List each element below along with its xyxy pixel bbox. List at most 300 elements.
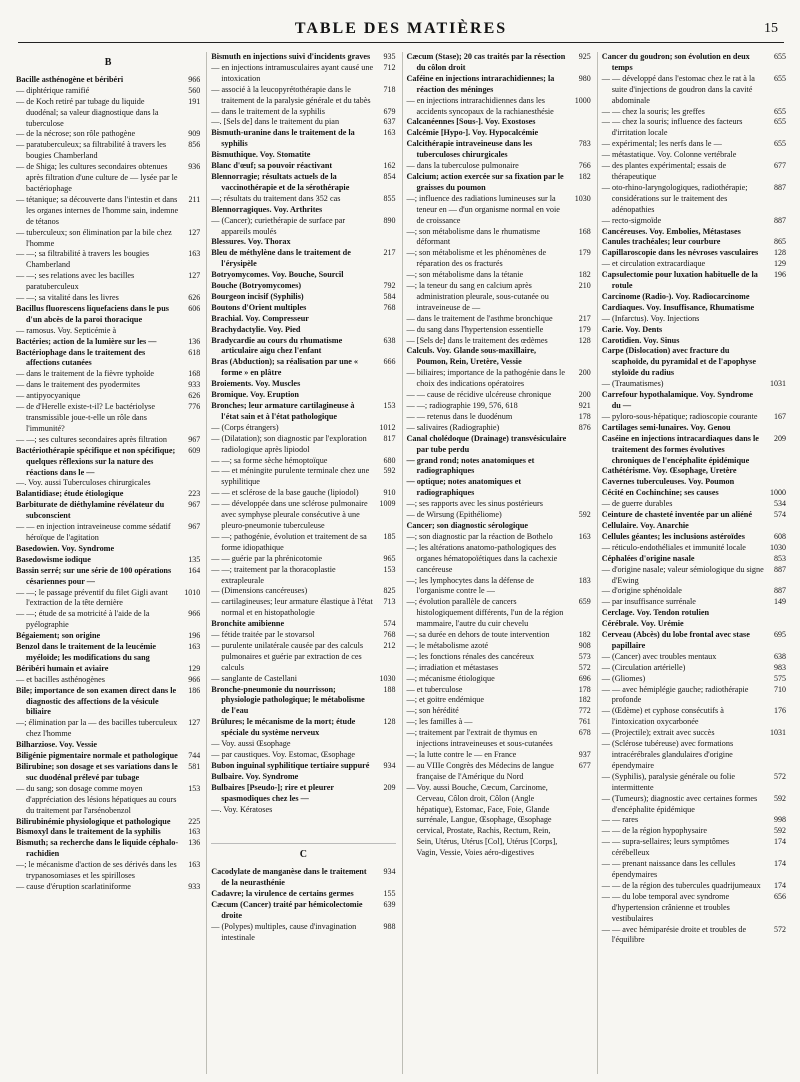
entry-page: 128: [774, 248, 786, 258]
index-entry: [602, 259, 786, 270]
entry-page: 934: [383, 867, 396, 877]
entry-page: 921: [578, 401, 591, 410]
index-entry: [407, 194, 591, 227]
entry-text: —; le métabolisme azoté: [406, 640, 489, 650]
entry-page: 163: [188, 249, 201, 259]
entry-page: 855: [383, 193, 396, 203]
entry-page: 200: [578, 368, 591, 378]
entry-text: Cerclage. Voy. Tendon rotulien: [601, 608, 710, 618]
index-entry: [211, 85, 395, 107]
index-entry: [16, 140, 200, 162]
entry-page: 209: [774, 433, 786, 443]
entry-text: —; son hérédité: [406, 706, 459, 716]
entry-page: 744: [188, 751, 201, 761]
entry-page: 182: [578, 171, 591, 181]
entry-text: Bulbaire. Voy. Syndrome: [211, 771, 299, 781]
entry-text: Brachydactylie. Voy. Pied: [211, 324, 301, 334]
index-entry: [407, 499, 591, 510]
entry-text: Bouche (Botryomycomes): [211, 281, 302, 291]
entry-text: —; la lutte contre le — en France: [406, 750, 517, 759]
entry-page: 179: [578, 324, 591, 334]
index-entry: [407, 128, 591, 139]
entry-page: 163: [383, 128, 396, 138]
entry-text: — —; ses relations avec les bacilles paratuberculeux: [16, 271, 135, 292]
index-entry: [16, 762, 200, 784]
index-entry: [407, 761, 591, 783]
entry-page: 127: [188, 718, 201, 728]
entry-text: — Voy. aussi Bouche, Cæcum, Carcinome, Cerveau, Côlon droit, Côlon (Angle hépatique), Estomac, Face, Foie, Glande surrénale, Langue, Œsophage, Œsophage cervical, Prostate, Rachis, Rectum, Rein, Sein, Utérus, Utérus [Col], Utérus [Corps], Vagin, Vessie, Voies aéro-digestives: [406, 782, 558, 858]
entry-text: — de Shiga; les cultures secondaires obtenues après filtration d'une culture de — lysée par le bactériophage: [16, 162, 178, 193]
entry-text: —. [Sels de] dans le traitement du pian: [211, 117, 340, 127]
entry-text: — tétanique; sa découverte dans l'intestin et dans les organes internes de l'homme sain, indemne de tétanos: [16, 194, 179, 226]
entry-text: Biligénie pigmentaire normale et pathologique: [16, 751, 178, 761]
index-entry: [602, 117, 786, 139]
entry-page: 575: [774, 673, 786, 683]
entry-text: Bacillus fluorescens liquefaciens dans le pus d'un abcès de la paroi thoracique: [16, 303, 169, 324]
entry-page: 887: [774, 182, 786, 192]
entry-text: — (Traumatismes): [601, 379, 664, 389]
entry-page: 592: [774, 793, 786, 803]
entry-page: 167: [774, 411, 786, 421]
entry-page: 925: [578, 52, 591, 61]
page-header: [18, 20, 784, 43]
entry-text: Calculs. Voy. Glande sous-maxillaire, Poumon, Rein, Uretère, Vessie: [406, 346, 537, 367]
index-entry: [602, 466, 786, 477]
entry-page: 609: [188, 445, 201, 455]
entry-page: 865: [774, 237, 786, 247]
index-entry: [407, 706, 591, 717]
index-entry: [211, 63, 395, 85]
index-entry: [16, 664, 200, 675]
entry-page: 659: [578, 597, 591, 607]
entry-text: Bismuth; sa recherche dans le liquide céphalo-rachidien: [16, 838, 179, 859]
entry-page: 182: [578, 695, 591, 705]
entry-text: — paratuberculeux; sa filtrabilité à travers les bougies Chamberland: [16, 140, 167, 161]
entry-text: — dans le traitement de la fièvre typhoïde: [16, 369, 155, 379]
index-entry: [407, 477, 591, 499]
entry-text: — (Sclérose tubéreuse) avec formations intracérébrales glandulaires d'origine épendymaire: [601, 739, 734, 770]
entry-page: 677: [774, 161, 786, 171]
entry-text: — —; pathogénie, évolution et traitement de sa forme idiopathique: [211, 531, 367, 552]
entry-page: 618: [188, 347, 201, 357]
entry-text: Cellulaire. Voy. Anarchie: [601, 520, 689, 530]
index-entry: [602, 892, 786, 925]
entry-page: 212: [383, 640, 396, 650]
entry-text: — pyloro-sous-hépatique; radioscopie courante: [601, 411, 758, 421]
entry-text: —; influence des radiations lumineuses sur la teneur en — d'un organisme normal en voie de croissance: [406, 193, 560, 225]
entry-page: 174: [774, 837, 786, 847]
entry-text: Bismuth en injections suivi d'incidents graves: [211, 52, 371, 61]
entry-text: — et circulation extracardiaque: [601, 259, 706, 269]
index-entry: [602, 510, 786, 521]
index-entry: [211, 805, 395, 816]
entry-text: — réticulo-endothéliales et immunité locale: [601, 542, 746, 552]
entry-page: 163: [188, 860, 201, 870]
index-entry: [602, 216, 786, 227]
entry-page: 574: [774, 510, 786, 520]
entry-page: 1031: [770, 728, 786, 738]
entry-page: 127: [188, 271, 201, 281]
entry-text: Cécité en Cochinchine; ses causes: [601, 488, 719, 498]
entry-page: 933: [188, 380, 201, 390]
index-entry: [16, 271, 200, 293]
entry-page: 887: [774, 564, 786, 574]
entry-text: Bismoxyl dans le traitement de la syphilis: [16, 827, 161, 837]
index-entry: [407, 401, 591, 412]
entry-text: Céphalées d'origine nasale: [601, 553, 695, 563]
index-entry: [407, 139, 591, 161]
entry-page: 988: [383, 921, 396, 931]
entry-page: 153: [188, 783, 201, 793]
entry-page: 592: [383, 466, 396, 476]
entry-page: 174: [774, 880, 786, 890]
entry-text: —; son métabolisme dans la tétanie: [406, 270, 524, 280]
index-entry: [407, 325, 591, 336]
index-entry: [16, 435, 200, 446]
entry-text: — et bacilles asthénogènes: [16, 674, 105, 684]
entry-page: 1000: [770, 488, 786, 498]
entry-page: 666: [383, 357, 396, 367]
index-entry: [211, 922, 395, 944]
entry-page: 1030: [770, 542, 786, 552]
entry-text: — d'origine nasale; valeur sémiologique du signe d'Ewing: [601, 564, 764, 585]
entry-text: Broiements. Voy. Muscles: [211, 379, 301, 389]
entry-page: 966: [188, 674, 201, 684]
entry-page: 909: [188, 129, 201, 139]
entry-page: 908: [578, 640, 591, 650]
entry-text: —; les altérations anatomo-pathologiques des organes hématopoïétiques dans la cachexie cancéreuse: [406, 542, 558, 574]
index-entry: [211, 216, 395, 238]
index-entry: [602, 314, 786, 325]
entry-text: — (Tumeurs); diagnostic avec certaines formes d'encéphalite épidémique: [601, 793, 758, 814]
entry-text: — —; le passage préventif du filet Gigli avant l'extraction de la tête dernière: [16, 587, 168, 608]
entry-page: 710: [774, 684, 786, 694]
index-entry: [602, 728, 786, 739]
entry-page: 164: [188, 565, 201, 575]
entry-text: Blanc d'œuf; sa pouvoir réactivant: [211, 161, 333, 171]
entry-page: 1031: [770, 379, 786, 389]
entry-text: — —; sa vitalité dans les livres: [16, 293, 119, 303]
entry-text: Bourgeon incisif (Syphilis): [211, 291, 304, 301]
entry-page: 655: [774, 106, 786, 116]
index-entry: [407, 281, 591, 314]
index-entry: [211, 783, 395, 805]
index-entry: [602, 227, 786, 238]
index-entry: [16, 162, 200, 195]
index-entry: [211, 336, 395, 358]
entry-text: — de Koch retiré par tubage du liquide duodénal; sa valeur diagnostique dans la tuberculose: [16, 96, 159, 128]
entry-text: Carie. Voy. Dents: [601, 324, 663, 334]
entry-text: —; les familles à —: [406, 717, 473, 727]
entry-page: 680: [383, 455, 396, 465]
entry-text: — de Wirsung (Epithéliome): [406, 510, 502, 520]
index-entry: [407, 663, 591, 674]
entry-text: — — du lobe temporal avec syndrome d'hypertension crânienne et troubles vestibulaires: [601, 891, 730, 923]
entry-page: 825: [383, 586, 396, 596]
entry-page: 656: [774, 891, 786, 901]
index-entry: [602, 336, 786, 347]
section-letter: C: [299, 849, 307, 861]
entry-page: 128: [383, 717, 396, 727]
entry-text: Béribéri humain et aviaire: [16, 663, 109, 673]
entry-page: 890: [383, 215, 396, 225]
entry-page: 223: [188, 489, 201, 499]
entry-page: 136: [188, 838, 201, 848]
entry-text: —; son métabolisme dans le rhumatisme déformant: [406, 226, 540, 247]
entry-page: 572: [774, 924, 786, 934]
entry-page: 136: [188, 336, 201, 346]
entry-page: 655: [774, 73, 786, 83]
entry-page: 572: [774, 771, 786, 781]
entry-text: — de guerre durables: [601, 499, 673, 509]
index-entry: [211, 423, 395, 434]
entry-text: Bilharziose. Voy. Vessie: [16, 740, 97, 750]
entry-text: — de d'Herelle existe-t-il? Le bactériolyse transmissible joue-t-elle un rôle dans l'immunité?: [16, 402, 156, 433]
index-entry: [211, 205, 395, 216]
index-body: [16, 52, 786, 1074]
entry-page: 186: [188, 685, 201, 695]
entry-text: — du sang; son dosage comme moyen d'appréciation des lésions hépatiques au cours du traitement par l'arsénobenzol: [16, 783, 177, 815]
entry-text: Cerveau (Abcès) du lobe frontal avec stase papillaire: [601, 630, 750, 650]
entry-text: Cacodylate de manganèse dans le traitement de la neurasthénie: [211, 867, 367, 888]
index-entry: [16, 228, 200, 250]
entry-page: 1030: [574, 193, 591, 203]
index-entry: [407, 641, 591, 652]
index-entry: [602, 74, 786, 107]
entry-text: — en injections intramusculaires ayant causé une intoxication: [211, 62, 374, 83]
index-entry: [211, 499, 395, 532]
entry-page: 980: [578, 73, 591, 83]
index-entry: [16, 500, 200, 522]
index-entry: [16, 195, 200, 228]
index-entry: [602, 521, 786, 532]
entry-text: Bismuthique. Voy. Stomatite: [211, 150, 311, 160]
entry-text: Bacille asthénogène et béribéri: [16, 74, 124, 84]
index-entry: [407, 750, 591, 761]
section-divider: [211, 843, 395, 844]
index-entry: [602, 488, 786, 499]
index-entry: [16, 609, 200, 631]
entry-text: Bronche-pneumonie du nourrisson; physiologie pathologique; le métabolisme de l'eau: [211, 684, 365, 716]
entry-page: 163: [578, 531, 591, 541]
index-entry: [602, 925, 786, 947]
entry-page: 677: [578, 760, 591, 770]
entry-text: — —; sa filtrabilité à travers les bougies Chamberland: [16, 249, 150, 270]
entry-page: 876: [578, 422, 591, 432]
entry-page: 581: [188, 762, 201, 771]
index-entry: [16, 566, 200, 588]
entry-text: Bilirubinémie physiologique et pathologique: [16, 816, 171, 826]
index-entry: [407, 423, 591, 434]
index-entry: [602, 565, 786, 587]
entry-text: Calcithérapie intraveineuse dans les tuberculoses chirurgicales: [406, 139, 533, 160]
entry-page: 766: [578, 161, 591, 171]
index-entry: [16, 402, 200, 435]
entry-text: — cause d'éruption scarlatiniforme: [16, 881, 131, 891]
entry-page: 191: [188, 96, 201, 106]
index-entry: [602, 619, 786, 630]
entry-text: —; et goitre endémique: [406, 695, 485, 705]
entry-text: Ceinture de chasteté inventée par un aliéné: [601, 510, 752, 520]
entry-page: 983: [774, 662, 786, 672]
entry-page: 178: [578, 411, 591, 421]
entry-text: —; élimination par la — des bacilles tuberculeux chez l'homme: [16, 718, 178, 739]
index-column-3: [402, 52, 591, 1074]
entry-text: Cérébrale. Voy. Urémie: [601, 619, 684, 629]
index-entry: [211, 739, 395, 750]
index-entry: [407, 172, 591, 194]
index-entry: [211, 641, 395, 674]
entry-text: — [Sels de] dans le traitement des œdèmes: [406, 335, 548, 345]
index-entry: [16, 249, 200, 271]
entry-page: 163: [188, 642, 201, 652]
index-entry: [211, 107, 395, 118]
entry-text: Carrefour hypothalamique. Voy. Syndrome du —: [601, 390, 754, 410]
entry-page: 584: [383, 291, 396, 301]
entry-text: Bronchite amibienne: [211, 619, 285, 629]
entry-text: Bile; importance de son examen direct dans le diagnostic des affections de la vésicule biliaire: [16, 685, 177, 717]
entry-page: 128: [578, 335, 591, 345]
index-entry: [16, 326, 200, 337]
entry-text: — (Polypes) multiples, cause d'invagination intestinale: [211, 921, 357, 942]
index-entry: [602, 379, 786, 390]
entry-text: Brachial. Voy. Compresseur: [211, 313, 309, 323]
entry-text: — associé à la leucopyrétothérapie dans le traitement de la paralysie générale et du tabès: [211, 84, 371, 105]
entry-text: — (Infarctus). Voy. Injections: [601, 313, 700, 323]
entry-page: 153: [383, 564, 396, 574]
entry-page: 712: [383, 62, 396, 72]
index-entry: [407, 161, 591, 172]
index-entry: [211, 685, 395, 718]
entry-page: 638: [774, 651, 786, 661]
entry-page: 626: [188, 391, 201, 401]
entry-text: Bismuth-uranine dans le traitement de la syphilis: [211, 128, 355, 149]
entry-text: Bactériophage dans le traitement des affections cutanées: [16, 347, 146, 368]
entry-text: — par caustiques. Voy. Estomac, Œsophage: [211, 750, 356, 759]
index-entry: [602, 499, 786, 510]
entry-text: Caféine en injections intrarachidiennes; la réaction des méninges: [406, 73, 555, 94]
entry-text: — Voy. aussi Œsophage: [211, 739, 291, 749]
entry-page: 783: [578, 139, 591, 149]
entry-text: — (Syphilis), paralysie générale ou folie intermittente: [601, 771, 735, 792]
entry-text: — (Circulation artérielle): [601, 662, 686, 672]
index-entry: [211, 717, 395, 739]
entry-page: 655: [774, 52, 786, 61]
entry-page: 209: [383, 782, 396, 792]
index-entry: [407, 390, 591, 401]
entry-text: Bactéries; action de la lumière sur les —: [16, 336, 157, 346]
index-entry: [16, 838, 200, 860]
page-number: 15: [764, 21, 778, 36]
entry-text: — — chez la souris; influence des facteurs d'irritation locale: [601, 117, 743, 138]
index-entry: [407, 346, 591, 368]
index-entry: [16, 446, 200, 479]
entry-text: — dans le traitement des pyodermites: [16, 380, 140, 390]
entry-page: 129: [774, 259, 786, 269]
entry-page: 135: [188, 554, 201, 564]
index-entry: [211, 434, 395, 456]
index-entry: [407, 510, 591, 521]
index-entry: [16, 522, 200, 544]
index-entry: [211, 161, 395, 172]
entry-page: 967: [188, 434, 201, 444]
index-entry: [602, 412, 786, 423]
index-entry: [211, 390, 395, 401]
entry-text: — — avec hémiparésie droite et troubles de l'équilibre: [601, 924, 747, 945]
index-entry: [602, 739, 786, 772]
index-entry: [407, 717, 591, 728]
index-entry: [407, 695, 591, 706]
entry-text: Blennorragie; résultats actuels de la vaccinothérapie et de la sérothérapie: [211, 171, 350, 192]
entry-text: — recto-sigmoïde: [601, 215, 662, 225]
index-entry: [211, 761, 395, 772]
entry-page: 1030: [379, 673, 396, 683]
entry-text: — d'origine sphénoïdale: [601, 586, 682, 596]
index-entry: [407, 674, 591, 685]
index-entry: [602, 292, 786, 303]
entry-page: 162: [383, 161, 396, 171]
index-entry: [407, 652, 591, 663]
index-entry: [407, 576, 591, 598]
entry-page: 761: [578, 717, 591, 727]
entry-page: 200: [578, 390, 591, 400]
entry-text: Capillaroscopie dans les névroses vasculaires: [601, 248, 759, 258]
index-entry: [16, 675, 200, 686]
index-entry: [602, 837, 786, 859]
page-title: TABLE DES MATIÈRES: [294, 20, 508, 37]
entry-text: Calcémie [Hypo-]. Voy. Hypocalcémie: [406, 128, 539, 138]
entry-text: — — supra-sellaires; leurs symptômes cérébelleux: [601, 837, 730, 858]
index-entry: [16, 293, 200, 304]
entry-text: Capsulectomie pour luxation habituelle de la rotule: [601, 270, 758, 291]
entry-page: 695: [774, 630, 786, 640]
entry-page: 129: [188, 663, 201, 673]
entry-page: 768: [383, 302, 396, 312]
entry-text: Cancéreuses. Voy. Embolies, Métastases: [601, 226, 741, 236]
entry-page: 155: [383, 889, 396, 899]
index-entry: [16, 882, 200, 893]
entry-text: Bronches; leur armature cartilagineuse à l'état sain et à l'état pathologique: [211, 401, 355, 421]
index-entry: [16, 304, 200, 326]
entry-text: —. Voy. Kératoses: [211, 804, 273, 814]
entry-text: — (Œdème) et cyphose consécutifs à l'intoxication oxycarbonée: [601, 706, 724, 727]
index-entry: [602, 477, 786, 488]
entry-text: —; sa durée en dehors de toute intervention: [406, 630, 550, 640]
entry-text: Calcanéennes [Sous-]. Voy. Exostoses: [406, 117, 536, 127]
entry-page: 853: [774, 553, 786, 563]
index-entry: [407, 630, 591, 641]
index-entry: [16, 348, 200, 370]
entry-text: — (Cancer); curiethérapie de surface par appareils moulés: [211, 215, 346, 236]
entry-text: — diphtérique ramifié: [16, 85, 90, 95]
index-entry: [407, 412, 591, 423]
index-entry: [16, 860, 200, 882]
entry-page: 188: [383, 684, 396, 694]
entry-text: — — en injection intraveineuse comme sédatif héroïque de l'agitation: [16, 522, 171, 542]
entry-page: 182: [578, 630, 591, 640]
index-entry: [602, 434, 786, 467]
index-entry: [16, 588, 200, 610]
index-entry: [602, 674, 786, 685]
entry-text: — — de la région hypophysaire: [601, 826, 708, 836]
entry-text: — (Projectile); extrait avec succès: [601, 728, 715, 738]
index-entry: [602, 794, 786, 816]
index-entry: [211, 128, 395, 150]
entry-text: —; évolution parallèle de cancers histologiquement différents, l'un de la région mammaire, l'autre du cuir chevelu: [406, 597, 564, 629]
entry-page: 1000: [574, 95, 591, 105]
entry-page: 1009: [379, 499, 396, 509]
index-entry: [407, 434, 591, 456]
